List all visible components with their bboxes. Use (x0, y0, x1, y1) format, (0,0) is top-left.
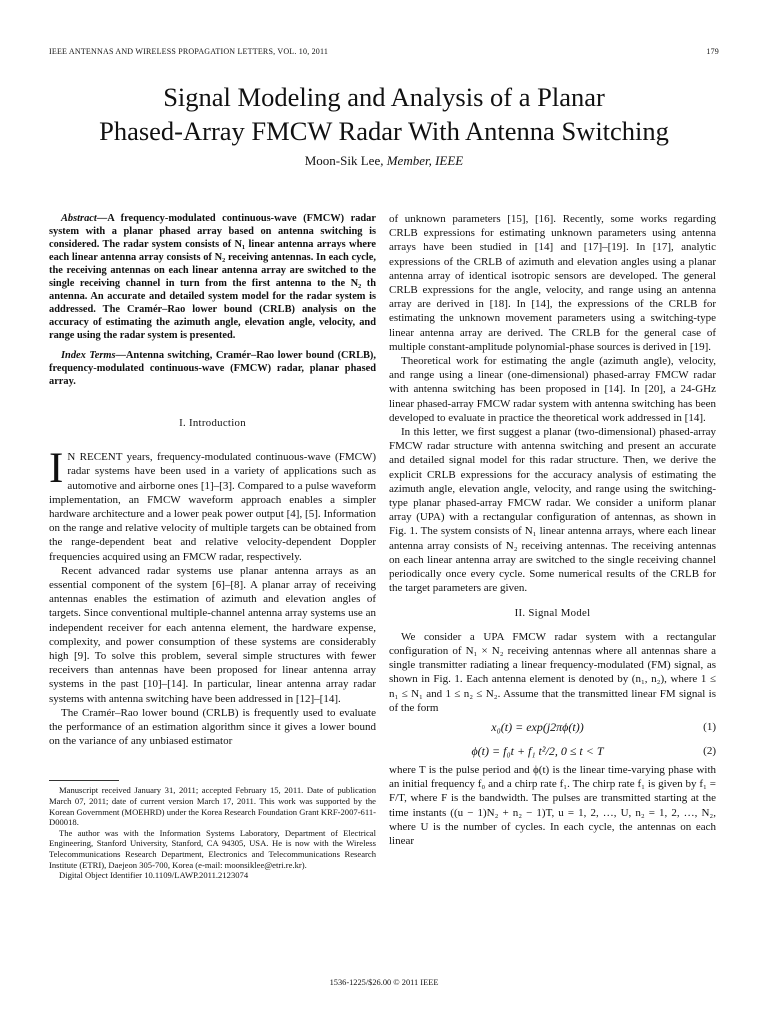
equation-1-body: x₀(t) = exp(j2πϕ(t)) (491, 719, 584, 734)
footnote-divider (49, 780, 119, 781)
abstract (49, 212, 376, 342)
intro-paragraph-2: Recent advanced radar systems use planar antenna arrays as an essential component of the system [6]–[8]. A planar array of receiving antennas enables the estimation of azimuth and elevation angles of targets. Since conventional multiple-channel antenna array systems use an independent receiver for each antenna element, the hardware expense, complexity, and power consumption of these systems are considerably high [9]. To solve this problem, several simple structures with fewer receivers than antennas have been proposed for linear antenna array systems in the past [10]–[14]. In particular, linear antenna array radar systems with antenna switching have been addressed in [12]–[14]. (49, 564, 376, 705)
equation-1-number: (1) (703, 720, 716, 733)
intro-paragraph-1 (49, 445, 376, 564)
left-column (49, 212, 376, 881)
abstract-text: —A frequency-modulated continuous-wave (FMCW) radar system with a planar phased array based on antenna switching is considered. The radar system consists of N₁ linear antenna arrays where each linear antenna array consists of N₂ receiving antennas. In each cycle, the receiving antennas on each linear antenna array are switched to the single receiving channel in turn from the first antenna to the N₂ th antenna. An accurate and detailed system model for the radar system is addressed. The Cramér–Rao lower bound (CRLB) analysis on the accuracy of estimating the azimuth angle, elevation angle, velocity, and range using the radar system is presented. (49, 213, 376, 341)
equation-2-body: ϕ(t) = f₀t + f₁ t²/2, 0 ≤ t < T (471, 743, 604, 758)
abstract-label: Abstract (61, 213, 97, 224)
equation-2-number: (2) (703, 744, 716, 757)
footnote-affiliation: The author was with the Information Systems Laboratory, Department of Electrical Engineering, Stanford University, Stanford, CA 94305, USA. He is now with the Wireless Telecommunications Research Department, Electronics and Telecommunications Research Institute (ETRI), Daejeon 305-700, Korea (e-mail: moonsiklee@etri.re.kr). (49, 827, 376, 870)
signal-model-paragraph-2: where T is the pulse period and ϕ(t) is the linear time-varying phase with an initial frequency f₀ and a chirp rate f₁. The chirp rate f₁ is given by f₁ = F/T, where F is the bandwidth. The pulses are transmitted starting at the time instants ((u − 1)N₂ + n₂ − 1)T, u = 1, 2, …, U, n₂ = 1, 2, …, N₂, where U is the number of cycles. In each cycle, the antennas on each linear (389, 763, 716, 847)
author-line (49, 153, 719, 169)
intro-paragraph-1-text: N RECENT years, frequency-modulated continuous-wave (FMCW) radar systems have been used in a variety of applications such as automotive and airborne ones [1]–[3]. Compared to a pulse waveform implementation, an FMCW waveform approach enables a simpler hardware architecture and a lower peak power output [4], [5]. Information on the range and relative velocity of multiple targets can be obtained from the range-dependent beat and relative velocity-dependent Doppler frequencies acquired using an FMCW radar, respectively. (49, 451, 376, 563)
title-line-2: Phased-Array FMCW Radar With Antenna Switching (99, 116, 669, 146)
right-paragraph-1: of unknown parameters [15], [16]. Recently, some works regarding CRLB expressions for estimating unknown parameters using antenna arrays have been studied in [14] and [17]–[19]. In [17], analytic expressions of the CRLB of azimuth and elevation angles using a planar antenna array of identical isotropic sensors are developed. The general CRLB expressions for the angle, velocity, and range using an antenna array are derived in [18]. In [14], the expressions of the CRLB for estimating the unknown movement parameters using a switching-type linear antenna array are derived. The CRLB for the general case of multiple constant-amplitude polynomial-phase sources is derived in [19]. (389, 213, 716, 353)
intro-paragraph-3: The Cramér–Rao lower bound (CRLB) is frequently used to evaluate the performance of an estimation algorithm since it gives a lower bound on the variance of any unbiased estimator (49, 706, 376, 748)
right-paragraph-3: In this letter, we first suggest a planar (two-dimensional) phased-array FMCW radar structure with antenna switching and present an accurate and detailed signal model for this radar structure. Then, we derive the explicit CRLB expressions for the accuracy analysis of estimating the azimuth angle, elevation angle, velocity, and range using the switching-type planar phased-array FMCW radar. We consider a uniform planar array (UPA) with a rectangular configuration of antennas, as shown in Fig. 1. The system consists of N₁ linear antenna arrays, where each linear antenna array consists of N₂ receiving antennas. The receiving antennas on each linear antenna array are switched to the single receiving channel periodically once every cycle. Some numerical results of the CRLB for the target parameters are given. (389, 426, 716, 595)
author-name: Moon-Sik Lee, (304, 153, 384, 168)
equation-1 (389, 715, 716, 739)
page-number: 179 (706, 47, 719, 56)
right-column (389, 212, 716, 848)
drop-cap: I (49, 445, 64, 493)
title-line-1: Signal Modeling and Analysis of a Planar (163, 82, 605, 112)
right-paragraph-2: Theoretical work for estimating the angle (azimuth angle), velocity, and range using a linear (one-dimensional) phased-array FMCW radar with antenna switching has been proposed in [14]. In [20], a 24-GHz linear phased-array FMCW radar system with antenna switching has been developed to evaluate in practice the theoretical work addressed in [14]. (389, 355, 716, 424)
paper-title (49, 80, 719, 148)
footnote-manuscript: Manuscript received January 31, 2011; accepted February 15, 2011. Date of publication March 07, 2011; date of current version March 17, 2011. This work was supported by the Korean Government (MOEHRD) under the Korea Research Foundation Grant KRF-2007-611-D00018. (49, 785, 376, 828)
running-head (49, 47, 719, 56)
signal-model-paragraph-1: We consider a UPA FMCW radar system with a rectangular configuration of N₁ × N₂ receiving antennas where all antennas share a single transmitter radiating a linear frequency-modulated (FM) signal, as shown in Fig. 1. Each antenna element is denoted by (n₁, n₂), where 1 ≤ n₁ ≤ N₁ and 1 ≤ n₂ ≤ N₂. Assume that the transmitted linear FM signal is of the form (389, 630, 716, 714)
index-terms-label: Index Terms (61, 350, 116, 361)
section-heading-introduction: I. Introduction (179, 417, 246, 429)
index-terms-text: —Antenna switching, Cramér–Rao lower bound (CRLB), frequency-modulated continuous-wave (FMCW) radar, planar phased array. (49, 350, 376, 387)
footnote-doi: Digital Object Identifier 10.1109/LAWP.2011.2123074 (59, 870, 249, 881)
section-heading-signal-model: II. Signal Model (514, 607, 591, 620)
copyright-footer: 1536-1225/$26.00 © 2011 IEEE (329, 978, 439, 987)
index-terms (49, 349, 376, 388)
equation-2 (389, 739, 716, 763)
author-membership: Member, IEEE (386, 153, 464, 168)
journal-name: IEEE ANTENNAS AND WIRELESS PROPAGATION LETTERS, VOL. 10, 2011 (49, 47, 329, 56)
